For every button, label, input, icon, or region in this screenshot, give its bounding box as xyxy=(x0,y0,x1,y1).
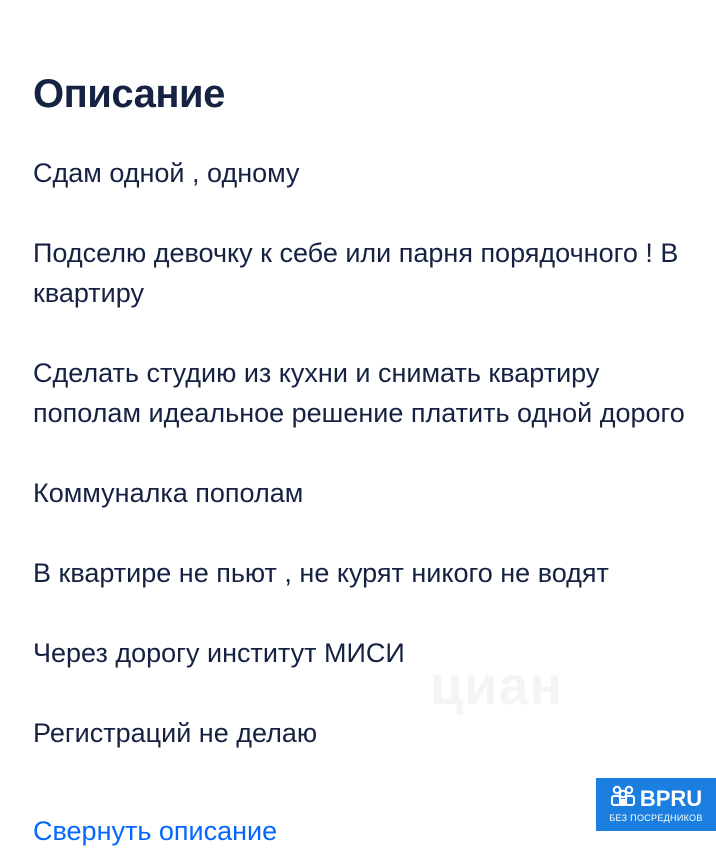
description-paragraph: Сдам одной , одному xyxy=(33,158,300,188)
description-paragraph: Подселю девочку к себе или парня порядочного ! В квартиру xyxy=(33,238,679,308)
section-title: Описание xyxy=(33,72,225,116)
description-paragraph: Сделать студию из кухни и снимать квартиру пополам идеальное решение платить одной дорого xyxy=(33,358,685,428)
description-paragraph: Через дорогу институт МИСИ xyxy=(33,638,405,668)
badge-logo-text: BPRU xyxy=(639,785,703,811)
description-paragraph: В квартире не пьют , не курят никого не водят xyxy=(33,558,609,588)
description-text xyxy=(33,153,693,793)
watermark-logo: циан xyxy=(430,656,564,716)
description-paragraph: Регистраций не делаю xyxy=(33,718,318,748)
bpru-badge[interactable] xyxy=(596,778,716,831)
collapse-description-link[interactable]: Свернуть описание xyxy=(33,816,278,846)
badge-subtitle: БЕЗ ПОСРЕДНИКОВ xyxy=(609,813,703,823)
people-icon xyxy=(610,785,636,812)
description-paragraph: Коммуналка пополам xyxy=(33,478,304,508)
